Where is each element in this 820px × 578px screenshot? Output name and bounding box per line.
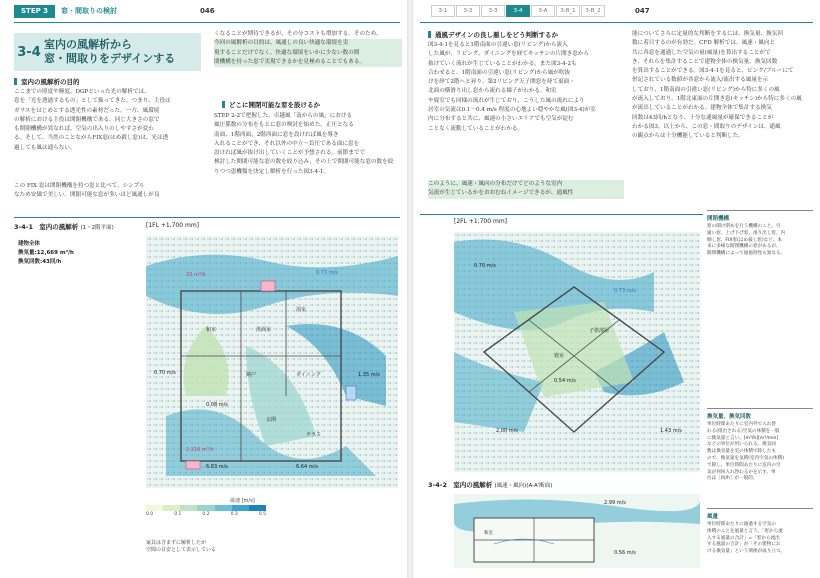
text-line: STEP 2-2で把握した、卓越風「南からの風」における bbox=[214, 113, 353, 119]
fig2-cfd-plan bbox=[454, 232, 700, 472]
text-line: き、それらを集計することで建物全体の換気量、換気回数 bbox=[632, 58, 778, 65]
section-title-line1: 室内の風解析から bbox=[44, 38, 132, 51]
col1-paragraph2 bbox=[14, 182, 202, 201]
fig1-cfd-plan bbox=[146, 236, 398, 488]
text-line: 違い窓、上げ下げ窓、滑り出し窓、内 bbox=[707, 230, 786, 236]
text-line: や寝室でも同様の流れが生じており、こうした風の流れにより bbox=[428, 97, 585, 104]
text-line: ここまでの照度や輝度、DGPといった光の解析では、 bbox=[14, 89, 150, 95]
left-running-header bbox=[0, 0, 407, 22]
nav-tab-3-2[interactable]: 3-2 bbox=[456, 5, 480, 17]
text-line: などの単位が用いられる。換気回 bbox=[707, 442, 776, 448]
svg-text:和室: 和室 bbox=[484, 531, 493, 536]
svg-text:0.56 m/s: 0.56 m/s bbox=[614, 550, 636, 556]
text-line: 回数は43回/hとなり、十分な通風量が確保できることが bbox=[632, 114, 774, 121]
text-line: 過しても風は通らない。 bbox=[14, 144, 76, 151]
text-line: 合わせると、1階南面の引違い窓(リビング)から風が吹抜 bbox=[428, 69, 571, 76]
note-line: 家具は含まずに解析したが bbox=[146, 540, 207, 546]
text-line: ガラスをはじめとする透光性の素材だった。一方、風環境 bbox=[14, 107, 160, 114]
col2-subhead: どこに開閉可能な窓を設けるか bbox=[222, 100, 320, 109]
legend-ticks bbox=[146, 512, 266, 517]
svg-text:2.99 m/s: 2.99 m/s bbox=[604, 500, 626, 506]
text-line: 併記されている数値が各窓から流入/流出する風量を示 bbox=[632, 77, 769, 84]
fig2-label bbox=[428, 480, 552, 489]
text-line: する風量の合計」が「その建物にお bbox=[707, 542, 781, 548]
header-rule-right bbox=[420, 22, 813, 23]
text-line: しており、1階南面の引違い窓(リビング)から特に多くの風 bbox=[632, 86, 780, 93]
sidebar-rule-3 bbox=[707, 508, 813, 509]
legend-tick: 0.0 bbox=[146, 512, 154, 517]
sidebar-box2-title: 換気量、換気回数 bbox=[707, 414, 752, 420]
header-rule-left bbox=[14, 22, 400, 23]
sidebar-box2-text bbox=[707, 422, 813, 483]
svg-text:1.35 m/s: 1.35 m/s bbox=[358, 372, 380, 378]
text-line-highlight: 現することだけでなく、快適な環境をいかに少ない数の開 bbox=[214, 49, 402, 58]
text-line: 入する風量の合計」=「窓から流出 bbox=[707, 535, 780, 541]
text-line: 共に各窓を通過した空気の量(風量)を算出することがで bbox=[632, 49, 771, 56]
sidebar-box1-text bbox=[707, 224, 813, 258]
nav-tab-3-B_1[interactable]: 3-B_1 bbox=[556, 5, 580, 17]
legend-swatch bbox=[197, 505, 214, 511]
text-line: 能についてさらに定量的な判断をするには、換気量、換気回 bbox=[632, 31, 783, 37]
svg-text:0.73 m/s: 0.73 m/s bbox=[316, 270, 338, 276]
fig1-subtitle: (1・2階平面) bbox=[80, 225, 114, 231]
page-number-right: 047 bbox=[635, 7, 650, 15]
fig1-info-rate: 換気回数:43回/h bbox=[18, 259, 62, 265]
legend-swatch bbox=[163, 505, 180, 511]
legend-tick: 0.1 bbox=[174, 512, 182, 517]
svg-text:寝室: 寝室 bbox=[554, 353, 565, 359]
text-line: くなることが期待できるが、その分コストも増加する。そのため、 bbox=[214, 31, 382, 37]
text-line: ことなく流動していることがわかる。 bbox=[428, 125, 524, 132]
text-line: 抜けていく流れが生じていることがわかる。また図3-4-2も bbox=[428, 60, 577, 67]
text-line: る。そして、当然のことながらFIX窓(はめ殺し窓)は、光は透 bbox=[14, 135, 169, 142]
fig1-level-label: [1FL +1,700 mm] bbox=[146, 222, 200, 229]
col4-paragraph1 bbox=[632, 30, 812, 142]
fig2-level-label: [2FL +1,700 mm] bbox=[454, 218, 508, 225]
text-line: 北面の横滑り出し窓から流れる様子がわかる。和室 bbox=[428, 88, 557, 95]
text-line-highlight: 閉機構を持った窓で実現できるかを見極めることでもある。 bbox=[214, 58, 402, 67]
fig1-top-rule bbox=[14, 217, 400, 218]
text-line: 窓の開け閉めを行う機構のこと。引 bbox=[707, 224, 781, 229]
text-line: が流出していることがわかる。建物全体で集計する換気 bbox=[632, 105, 772, 112]
svg-text:玄関: 玄関 bbox=[266, 417, 277, 423]
text-line: 位は［回/h］が一般的。 bbox=[707, 476, 758, 482]
section-title-line2: 窓・間取りをデザインする bbox=[44, 52, 176, 65]
fig1-title: 室内の風解析 bbox=[39, 223, 79, 231]
text-line: 窓を「光を透過するもの」として扱ってきた。つまり、主役は bbox=[14, 98, 171, 105]
text-line: わかる図3。以上から、この窓・間取りのデザインは、通風 bbox=[632, 123, 781, 130]
text-line: の解析における主役は開閉機構である。同じ大きさの窓で bbox=[14, 116, 160, 123]
fig2-section-view bbox=[454, 494, 700, 568]
col2-paragraph2 bbox=[214, 112, 402, 177]
svg-text:6.83 m/s: 6.83 m/s bbox=[206, 464, 228, 470]
text-line: ので、換気量を気積(室内空気の体積) bbox=[707, 455, 784, 461]
svg-text:洗面室: 洗面室 bbox=[256, 327, 272, 333]
text-line: 居室の気流は0.1〜0.4 m/s 程度の心地よい穏やかな風(図3-4)が室 bbox=[428, 107, 596, 114]
text-line: この FIX 窓は開閉機構を持つ窓と比べて、シンプル bbox=[14, 183, 145, 189]
section-number: 3-4 bbox=[17, 44, 41, 60]
text-line: 数は換気量を室の体積で除したも bbox=[707, 449, 776, 455]
text-line: 内に分布すると共に、風速の小さいエリアでも空気が淀む bbox=[428, 116, 574, 123]
text-line: ける換気量」という関係が成り立つ。 bbox=[707, 549, 785, 555]
text-line: の観点からは十分機能していると判断した。 bbox=[632, 133, 744, 140]
fig2-title: 室内の風解析 bbox=[453, 481, 493, 489]
svg-text:1.43 m/s: 1.43 m/s bbox=[660, 428, 682, 434]
svg-text:0.08 m/s: 0.08 m/s bbox=[206, 402, 228, 408]
sidebar-box-mechanism bbox=[707, 214, 813, 258]
col2-paragraph1 bbox=[214, 30, 402, 67]
legend-tick: 0.3 bbox=[230, 512, 238, 517]
legend-swatch bbox=[232, 505, 249, 511]
col3-paragraph1 bbox=[428, 41, 624, 134]
legend-swatch bbox=[249, 505, 266, 511]
svg-text:6.64 m/s: 6.64 m/s bbox=[296, 464, 318, 470]
legend-swatch bbox=[215, 505, 232, 511]
svg-text:テラス: テラス bbox=[306, 432, 321, 438]
text-line: けを経て2階へと昇り、第2リビング天子開窓を経て東面・ bbox=[428, 79, 575, 86]
text-line: 図3-4-1を見ると1階南面の引違い窓(リビング)から流入 bbox=[428, 42, 568, 48]
text-line: が流入しており、1階北東面の片開き窓(キッチン)から特に多くの風 bbox=[632, 96, 802, 103]
sidebar-box1-title: 開閉機構 bbox=[707, 216, 730, 222]
text-line-highlight: 今回の風解析の目的は、風通しの良い快適な環境を実 bbox=[214, 39, 402, 48]
sidebar-box-ventilation bbox=[707, 412, 813, 483]
fig1-label bbox=[14, 222, 114, 231]
text-line: りつつ患機類を決定し解析を行った図3-4-1。 bbox=[214, 168, 330, 175]
nav-tab-3-4[interactable]: 3-4 bbox=[506, 5, 530, 17]
page-number-left: 046 bbox=[200, 7, 215, 15]
fig1-note bbox=[146, 540, 216, 554]
col1-paragraph1 bbox=[14, 88, 202, 153]
text-line: わる(排出される)空気の体積を一般 bbox=[707, 428, 780, 434]
legend-title: 風速 [m/s] bbox=[230, 498, 255, 504]
nav-tab-3-1[interactable]: 3-1 bbox=[431, 5, 455, 17]
text-line: 入れることができ、それ以外の中立〜負圧である面に窓を bbox=[214, 140, 360, 147]
text-line: 設ければ風が抜け出していくことが予想される。前節までで bbox=[214, 150, 366, 157]
fig2-number: 3-4-2 bbox=[428, 481, 447, 489]
svg-text:0.54 m/s: 0.54 m/s bbox=[554, 378, 576, 384]
svg-text:ダイニング: ダイニング bbox=[296, 372, 321, 378]
text-line: で除し、単位時間あたりに室内の空 bbox=[707, 462, 781, 468]
section-heading bbox=[14, 33, 201, 71]
svg-text:33 m³/h: 33 m³/h bbox=[186, 272, 206, 278]
text-line: 南面、1階西面、2階西面に窓を設ければ風を導き bbox=[214, 131, 339, 138]
nav-tab-3-3[interactable]: 3-3 bbox=[481, 5, 505, 17]
sidebar-box3-text bbox=[707, 522, 813, 556]
svg-text:2,318 m³/h: 2,318 m³/h bbox=[186, 447, 214, 453]
nav-tab-3-A[interactable]: 3-A bbox=[531, 5, 555, 17]
col1-subhead: 室内の風解析の目的 bbox=[14, 77, 80, 86]
text-line: を算出することができる。図3-4-1を見ると、ピンク/ブルーにて bbox=[632, 68, 794, 75]
text-line: 風圧係数の分布をもとに窓の検討を始めた。正圧となる bbox=[214, 122, 354, 129]
svg-text:納戸: 納戸 bbox=[246, 372, 257, 378]
fig1-number: 3-4-1 bbox=[14, 223, 33, 231]
svg-text:0.70 m/s: 0.70 m/s bbox=[154, 370, 176, 376]
text-line: 倒し窓、FIX窓(はめ殺し窓)など。本 bbox=[707, 237, 783, 243]
svg-text:子供部屋: 子供部屋 bbox=[589, 328, 610, 334]
legend-swatch bbox=[146, 505, 163, 511]
speed-legend-bar bbox=[146, 505, 266, 511]
col3-paragraph2 bbox=[428, 180, 624, 199]
legend-tick: 0.2 bbox=[202, 512, 210, 517]
step-badge: STEP 3 bbox=[14, 5, 55, 18]
note-line: 空間の目安として表示している bbox=[146, 547, 217, 553]
text-line: 検討した開閉可能な窓の数を絞り込み、その上で開閉可能な窓の数を絞 bbox=[214, 159, 394, 166]
text-line: 単位時間あたりに室内外で入れ替 bbox=[707, 422, 776, 427]
col3-subhead: 通風デザインの良し悪しをどう判断するか bbox=[428, 30, 558, 39]
sidebar-rule-2 bbox=[707, 408, 813, 409]
right-running-header bbox=[413, 0, 820, 22]
sidebar-box3-title: 風量 bbox=[707, 514, 719, 520]
text-line: 単位時間あたりに通過する空気の bbox=[707, 522, 776, 527]
text-line: 体積のことを風量と言う。「窓から流 bbox=[707, 528, 783, 534]
text-line-highlight: 気流が生じているかをおおむねイメージできるが、通風性 bbox=[428, 189, 624, 198]
fig2-top-rule bbox=[420, 214, 703, 215]
text-line: に換気量と言い、[m³/h][m³/min] bbox=[707, 435, 779, 441]
page-gutter bbox=[407, 0, 413, 578]
text-line: 開閉機構によって通風特性も異なる。 bbox=[707, 251, 786, 257]
text-line-highlight: このように、風速・風向の分布だけでどのような室内 bbox=[428, 180, 624, 189]
nav-tab-3-B_2[interactable]: 3-B_2 bbox=[581, 5, 605, 17]
svg-text:0.70 m/s: 0.70 m/s bbox=[474, 263, 496, 269]
text-line: なため安価で美しい。開閉可能な窓が多いほど風通しが良 bbox=[14, 192, 160, 199]
svg-text:2.00 m/s: 2.00 m/s bbox=[496, 428, 518, 434]
section-nav-tabs bbox=[431, 5, 606, 17]
fig1-info-head: 建物全体 bbox=[18, 241, 41, 247]
legend-tick: 0.5 bbox=[258, 512, 266, 517]
step-title: 窓・間取りの検討 bbox=[61, 7, 118, 15]
text-line: も開閉機構が異なれば、空気の出入りのしやすさが変わ bbox=[14, 126, 154, 133]
svg-text:和室: 和室 bbox=[206, 327, 217, 333]
svg-text:0.73 m/s: 0.73 m/s bbox=[614, 288, 636, 294]
fig1-info-volume: 換気量:12,669 m³/h bbox=[18, 250, 74, 256]
legend-swatch bbox=[180, 505, 197, 511]
text-line: 数に着目するのが有効だ。CFD 解析では、風速・風向と bbox=[632, 40, 776, 47]
svg-text:浴室: 浴室 bbox=[296, 307, 307, 313]
text-line: した風が、リビング、ダイニングを経てキッチンの片開き窓から bbox=[428, 51, 590, 58]
fig2-subtitle: (風速・風向)(A-A'断面) bbox=[494, 483, 553, 489]
sidebar-rule-1 bbox=[707, 210, 813, 211]
text-line: 来に多様な開閉機構の窓があるが、 bbox=[707, 244, 781, 250]
sidebar-box-airflow bbox=[707, 512, 813, 556]
text-line: 気が何回入れ替わるかを示す。単 bbox=[707, 469, 776, 475]
